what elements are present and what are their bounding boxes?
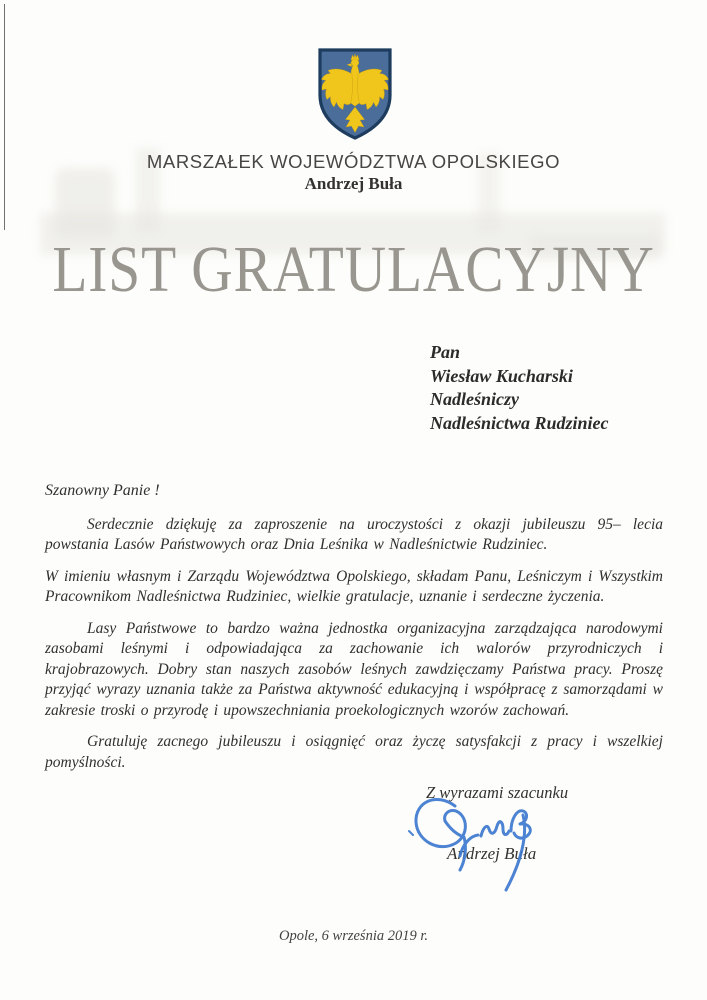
handwritten-signature [406,790,551,898]
signatory-name: Andrzej Buła [447,844,537,863]
recipient-block [430,341,609,435]
official-name: Andrzej Buła [304,174,403,193]
body-paragraph: Serdecznie dziękuję za zaproszenie na uroczystości z okazji jubileuszu 95– lecia powstania Lasów Państwowych oraz Dnia Leśnika w Nadleśnictwie Rudziniec. [45,515,663,553]
letter-body [45,481,663,788]
recipient-line: Wiesław Kucharski [430,365,573,386]
body-paragraph: Gratuluję zacnego jubileuszu i osiągnięć oraz życzę satysfakcji z pracy i wszelkiej pomyślności. [45,733,663,771]
letter-title: LIST GRATULACYJNY [52,233,655,306]
recipient-line: Nadleśniczy [430,389,519,409]
body-paragraph: W imieniu własnym i Zarządu Województwa Opolskiego, składam Panu, Leśniczym i Wszystkim Pracownikom Nadleśnictwa Rudziniec, wielkie gratulacje, uznanie i serdeczne życzenia. [45,567,663,605]
office-title: MARSZAŁEK WOJEWÓDZTWA OPOLSKIEGO [146,151,561,172]
recipient-line: Nadleśnictwa Rudziniec [430,412,609,433]
eagle-crest-icon [317,47,393,141]
dateline: Opole, 6 września 2019 r. [278,928,429,944]
salutation: Szanowny Panie ! [45,482,160,499]
body-paragraph: Lasy Państwowe to bardzo ważna jednostka organizacyjna zarządzająca narodowymi zasobami leśnymi i odpowiadająca za zachowanie ich walorów przyrodniczych i krajobrazowych. Dobry stan naszych zasobów leśnych zawdzięczamy Państwa pracy. Proszę przyjąć wyrazy uznania także za Państwa aktywność edukacyjną i współpracę z samorządami w zakresie troski o przyrodę i upowszechniania proekologicznych wzorów zachowań. [45,619,663,719]
closing-phrase: Z wyrazami szacunku [426,783,569,802]
scan-edge-artifact [4,4,5,230]
opole-coat-of-arms [317,47,393,142]
recipient-line: Pan [430,342,461,362]
